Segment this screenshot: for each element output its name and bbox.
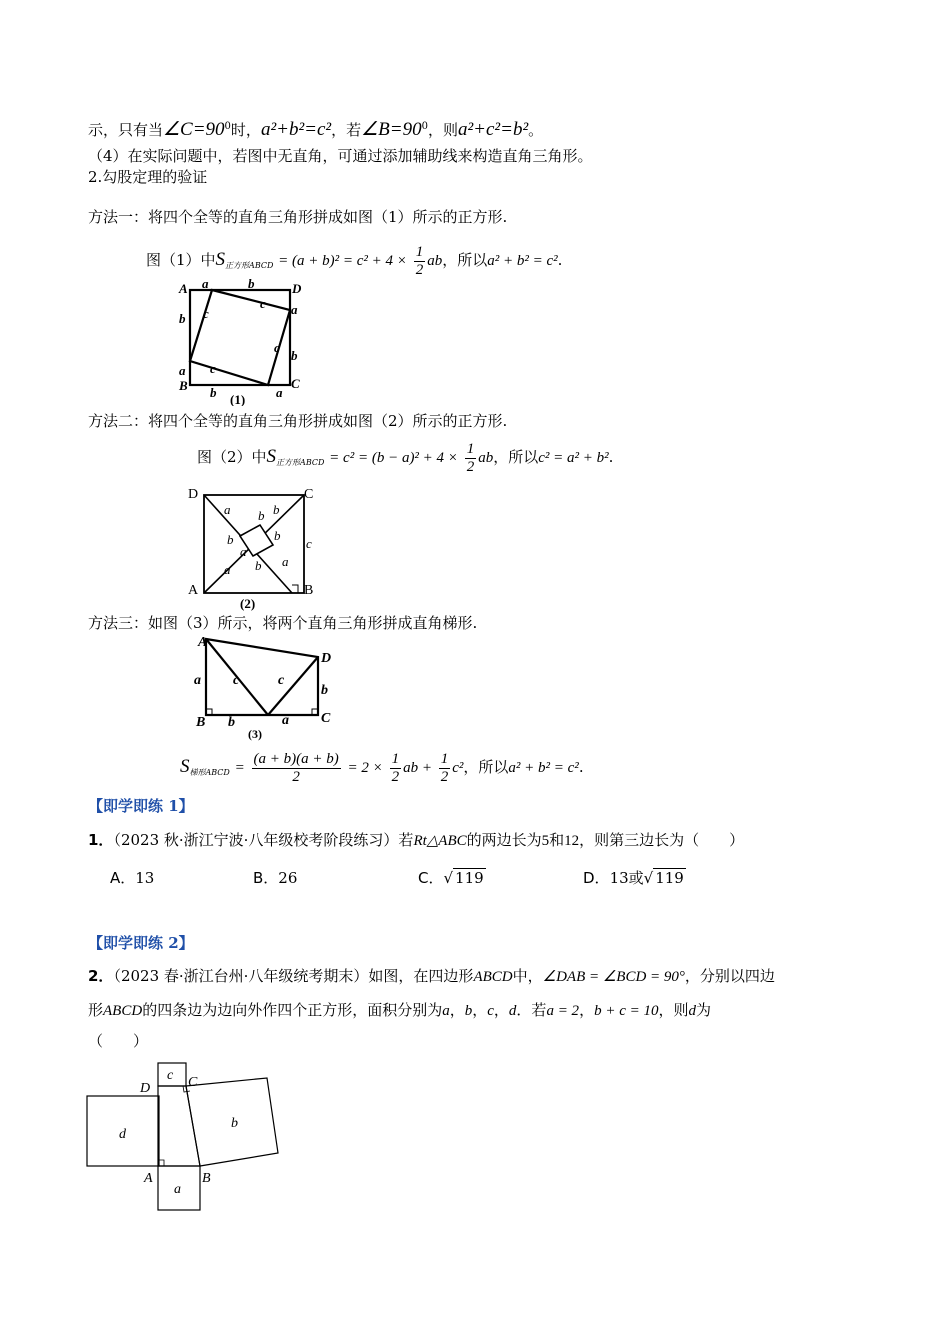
formula-body: ab + [403, 760, 432, 776]
practice-2-line-1 [88, 966, 775, 987]
option-value: 26 [278, 869, 298, 887]
figure-1-square [170, 278, 310, 406]
method2-description: 方法二：将四个全等的直角三角形拼成如图（2）所示的正方形. [88, 412, 508, 430]
period: . [578, 758, 584, 776]
degree-sup: 0 [224, 121, 231, 132]
method3-description: 方法三：如图（3）所示，将两个直角三角形拼成直角梯形. [88, 614, 478, 632]
frac-den: 2 [292, 768, 300, 785]
label-b: b [210, 385, 217, 400]
formula-prefix: 图（1）中 [146, 251, 216, 269]
quadrilateral-name: ABCD [103, 1003, 143, 1019]
figure-3-trapezoid [188, 632, 348, 742]
label-b: b [255, 558, 262, 573]
vertex-A: A [179, 281, 188, 296]
frac-num: 1 [440, 750, 449, 767]
question-number: 2． [88, 967, 114, 985]
figure-2-square [180, 482, 330, 612]
label-c: c [278, 673, 285, 688]
vertex-D: D [140, 1081, 151, 1096]
var-b: b [464, 1003, 473, 1019]
question-text: 的四条边为边向外作四个正方形，面积分别为 [142, 1001, 443, 1019]
label-b: b [231, 1116, 238, 1131]
label-a: a [291, 302, 298, 317]
question-source: （2023 春·浙江台州·八年级统考期末） [113, 967, 369, 985]
pythagoras-equation-b: a²+c²=b² [457, 119, 529, 140]
option-a[interactable] [110, 868, 154, 888]
degree-sup: 0 [421, 121, 428, 132]
label-b: b [179, 311, 186, 326]
intro-line-2: （4）在实际问题中，若图中无直角，可通过添加辅助线来构造直角三角形。 [88, 147, 593, 165]
question-text: 若 [398, 831, 414, 849]
option-value: 119 [655, 869, 684, 887]
vertex-B: B [196, 715, 206, 730]
area-subscript: 梯形ABCD [189, 768, 230, 777]
practice-2-tag: 【即学即练 2】 [88, 934, 194, 952]
formula-body: = 2 × [347, 760, 383, 776]
inner-square [190, 290, 290, 385]
label-d: d [119, 1127, 126, 1142]
area-subscript: 正方形ABCD [225, 261, 274, 270]
question-text: 的两边长为 [466, 831, 542, 849]
label-b: b [248, 278, 255, 291]
vertex-A: A [144, 1171, 153, 1186]
question-source: （2023 秋·浙江宁波·八年级校考阶段练习） [113, 831, 399, 849]
question-text: 为 [696, 1001, 712, 1019]
method2-result: c² = a² + b² [538, 450, 609, 466]
period: . [608, 448, 614, 466]
intro-text: 时， [230, 121, 261, 139]
option-letter: C． [418, 869, 444, 887]
label-a: a [174, 1182, 181, 1197]
intro-text: 。 [528, 121, 544, 139]
question-text: ．若 [516, 1001, 547, 1019]
frac-den: 2 [466, 458, 475, 475]
frac-den: 2 [415, 261, 424, 278]
right-angle-mark [292, 585, 298, 593]
formula-end: ab [478, 450, 494, 466]
method2-formula [197, 437, 613, 477]
vertex-C: C [291, 376, 300, 391]
label-a: a [202, 278, 209, 291]
option-letter: D． [583, 869, 610, 887]
option-d[interactable]: D．13或√ 119 [583, 869, 684, 887]
var-d: d [508, 1003, 517, 1019]
formula-body: = c² = (b − a)² + 4 × [329, 450, 458, 466]
vertex-C: C [304, 487, 314, 502]
vertex-B: B [304, 583, 314, 598]
practice-1-tag: 【即学即练 1】 [88, 797, 194, 815]
triangle-symbol: Rt△ABC [413, 833, 467, 849]
figure-2-caption: (2) [240, 596, 256, 611]
label-b: b [291, 348, 298, 363]
vertex-D: D [292, 281, 302, 296]
option-c[interactable]: C．√ 119 [418, 869, 484, 887]
option-letter: A． [110, 869, 136, 887]
vertex-C: C [321, 711, 331, 726]
label-b: b [321, 683, 328, 698]
answer-paren: （ ） [88, 1032, 149, 1050]
condition-a: a = 2 [546, 1003, 580, 1019]
angle-b-condition: ∠B=90 [361, 119, 422, 140]
option-letter: B． [253, 869, 279, 887]
method1-result: a² + b² = c² [487, 253, 558, 269]
label-c: c [260, 296, 266, 311]
label-a: a [224, 502, 231, 517]
label-a: a [224, 562, 231, 577]
equals: = [234, 760, 245, 776]
area-symbol: S [180, 756, 190, 777]
fraction-half [390, 751, 402, 786]
fraction-half [465, 441, 477, 476]
label-b: b [274, 528, 281, 543]
option-value-prefix: 13或 [609, 869, 644, 887]
method1-description: 方法一：将四个全等的直角三角形拼成如图（1）所示的正方形. [88, 208, 508, 226]
method3-result: a² + b² = c² [508, 760, 579, 776]
label-c: c [210, 361, 216, 376]
var-d: d [688, 1003, 696, 1019]
label-c: c [233, 673, 240, 688]
figure-3-caption: (3) [248, 727, 262, 741]
so-text: ，所以 [493, 448, 539, 466]
value-12: 12 [564, 833, 580, 849]
practice-1-question [88, 830, 744, 851]
option-b[interactable] [253, 868, 297, 888]
frac-num: 1 [466, 440, 475, 457]
formula-body: = (a + b)² = c² + 4 × [278, 253, 407, 269]
practice-2-line-2: 形ABCD的四条边为边向外作四个正方形，面积分别为a，b，c，d．若a = 2，b + c = 10，则d为 [88, 1001, 712, 1019]
label-b: b [273, 502, 280, 517]
label-c: c [274, 340, 280, 355]
question-text: 和 [549, 831, 565, 849]
method1-formula [146, 240, 562, 280]
pythagoras-equation: a²+b²=c² [260, 119, 332, 140]
intro-text: ，则 [427, 121, 458, 139]
angle-condition: ∠DAB = ∠BCD = 90° [542, 969, 685, 985]
frac-num: (a + b)(a + b) [253, 750, 339, 767]
label-a: a [282, 713, 289, 728]
vertex-A: A [188, 583, 199, 598]
question-text: 中， [512, 967, 543, 985]
value-5: 5 [541, 833, 550, 849]
label-a: a [240, 544, 247, 559]
var-c: c [487, 1003, 494, 1019]
section-title: 2.勾股定理的验证 [88, 168, 208, 186]
area-subscript: 正方形ABCD [276, 458, 325, 467]
intro-text: 示，只有当 [88, 121, 164, 139]
vertex-D: D [188, 487, 199, 502]
formula-end: ab [427, 253, 443, 269]
question-text: ，则第三边长为（ ） [579, 831, 745, 849]
vertex-B: B [202, 1171, 211, 1186]
formula-prefix: 图（2）中 [197, 448, 267, 466]
fraction-half [414, 244, 426, 279]
period: . [557, 251, 563, 269]
label-a: a [194, 673, 201, 688]
label-a: a [179, 363, 186, 378]
figure-squares-quadrilateral [82, 1058, 292, 1218]
quadrilateral-name: ABCD [473, 969, 513, 985]
fraction-half [439, 751, 451, 786]
intro-line-1 [88, 117, 543, 140]
method3-formula [180, 744, 584, 790]
vertex-D: D [321, 651, 332, 666]
frac-den: 2 [391, 768, 400, 785]
label-c: c [167, 1068, 174, 1083]
quadrilateral-abcd [158, 1086, 200, 1166]
intro-text: ，若 [331, 121, 362, 139]
area-symbol: S [266, 446, 277, 467]
question-text: 形 [88, 1001, 104, 1019]
question-text: 如图，在四边形 [368, 967, 474, 985]
so-text: ，所以 [463, 758, 509, 776]
fraction-trapezoid [252, 751, 341, 786]
outer-square [190, 290, 290, 385]
frac-num: 1 [391, 750, 400, 767]
hypotenuse-line [268, 657, 318, 715]
option-value: 119 [455, 869, 484, 887]
label-a: a [276, 385, 283, 400]
option-value: 13 [135, 869, 155, 887]
vertex-B: B [179, 378, 188, 393]
label-c: c [203, 306, 209, 321]
label-c: c [306, 536, 312, 551]
angle-c-condition: ∠C=90 [163, 119, 225, 140]
formula-body: c² [452, 760, 464, 776]
question-text: ，则 [658, 1001, 689, 1019]
condition-bc: b + c = 10 [594, 1003, 659, 1019]
label-b: b [228, 715, 235, 730]
label-b: b [227, 532, 234, 547]
figure-1-caption: (1) [230, 392, 246, 406]
question-text: ，分别以四边 [684, 967, 775, 985]
frac-num: 1 [415, 243, 424, 260]
vertex-C: C [188, 1075, 198, 1090]
question-number: 1． [88, 831, 114, 849]
vertex-A: A [198, 635, 208, 650]
label-b: b [258, 508, 265, 523]
var-a: a [442, 1003, 450, 1019]
so-text: ，所以 [442, 251, 488, 269]
area-symbol: S [215, 249, 226, 270]
frac-den: 2 [440, 768, 449, 785]
label-a: a [282, 554, 289, 569]
